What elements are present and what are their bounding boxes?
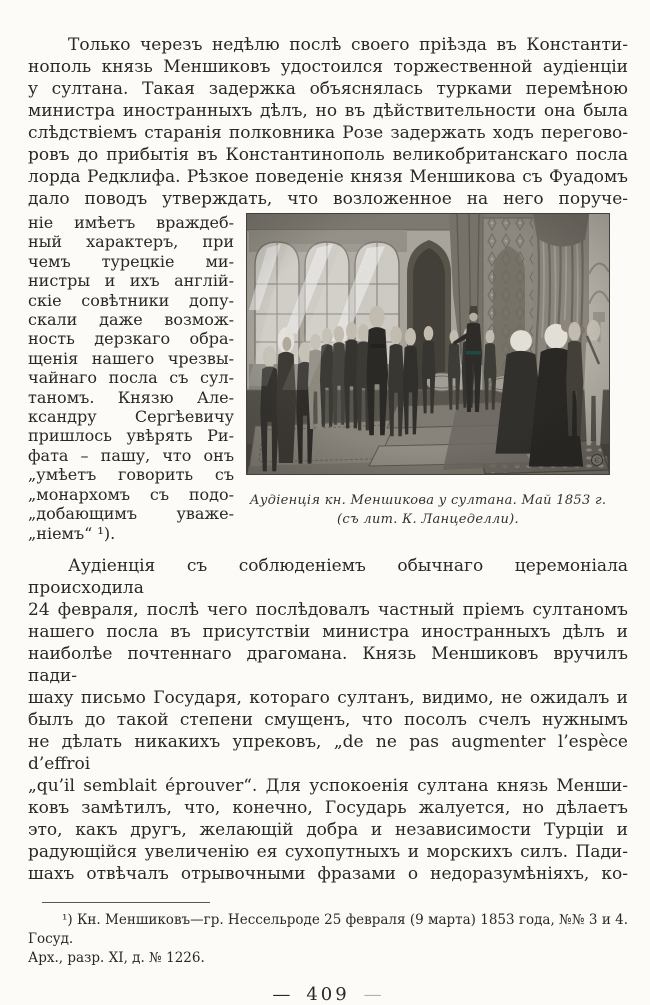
text-line: ковъ замѣтилъ, что, конечно, Государь жалуется, но дѣлаетъ: [28, 797, 628, 818]
text-line: ность дерзкаго обра-: [28, 329, 234, 349]
figure-caption-line2: (съ лит. К. Ланцеделли).: [337, 512, 519, 527]
text-line: слѣдствіемъ старанія полковника Розе задержать ходъ перегово-: [28, 123, 628, 143]
text-line: чайнаго посла съ сул-: [28, 368, 234, 388]
text-line: ксандру Сергѣевичу: [28, 407, 234, 427]
text-line: фата – пашу, что онъ: [28, 445, 234, 465]
footnote-rule: [42, 902, 210, 903]
illustration-frame: [246, 213, 610, 475]
text-line: ный характеръ, при: [28, 232, 234, 252]
text-line: радующійся увеличенію ея сухопутныхъ и морскихъ силъ. Пади-: [28, 841, 628, 862]
text-line: ніе имѣетъ враждеб-: [28, 213, 234, 232]
paragraph-1-side-column: [28, 213, 234, 543]
text-line: нистры и ихъ англій-: [28, 271, 234, 291]
text-line: у султана. Такая задержка объяснялась турками перемѣною: [28, 79, 628, 99]
text-line: министра иностранныхъ дѣлъ, но въ дѣйствительности она была: [28, 101, 628, 121]
text-line: „умѣетъ говорить съ: [28, 465, 234, 485]
text-line: лорда Редклифа. Рѣзкое поведеніе князя Меншикова съ Фуадомъ: [28, 167, 628, 187]
text-line: Арх., разр. XI, д. № 1226.: [28, 949, 205, 966]
text-line: 24 февраля, послѣ чего послѣдовалъ частный пріемъ султаномъ: [28, 599, 628, 620]
text-line: дало поводъ утверждать, что возложенное на него поруче-: [28, 189, 628, 209]
text-line: Аудіенція съ соблюденіемъ обычнаго церемоніала происходила: [28, 555, 628, 598]
text-line: былъ до такой степени смущенъ, что посолъ счелъ нужнымъ: [28, 709, 628, 730]
text-line: „добающимъ уваже-: [28, 504, 234, 524]
text-line: скали даже возмож-: [28, 310, 234, 330]
text-line: наиболѣе почтеннаго драгомана. Князь Меншиковъ вручилъ пади-: [28, 643, 628, 686]
page-number-dash-left: —: [272, 983, 293, 1005]
figure-caption: [246, 491, 610, 529]
page-number-dash-right: —: [363, 983, 384, 1005]
text-line: пришлось увѣрять Ри-: [28, 426, 234, 446]
text-line: ровъ до прибытія въ Константинополь великобританскаго посла: [28, 145, 628, 165]
figure-block: [246, 213, 610, 529]
text-line: таномъ. Князю Але-: [28, 387, 234, 407]
text-line: „qu’il semblait éprouver“. Для успокоенія султана князь Менши-: [28, 775, 628, 796]
footnote: [28, 911, 628, 968]
text-line: нополь князь Меншиковъ удостоился торжественной аудіенціи: [28, 57, 628, 77]
text-line: щенія нашего чрезвы-: [28, 348, 234, 368]
paragraph-2: [28, 555, 628, 885]
text-line: чемъ турецкіе ми-: [28, 251, 234, 271]
text-line: „монархомъ съ подо-: [28, 484, 234, 504]
text-line: ¹) Кн. Меншиковъ—гр. Нессельроде 25 февраля (9 марта) 1853 года, №№ 3 и 4. Госуд.: [28, 911, 628, 947]
text-line: шахъ отвѣчалъ отрывочными фразами о недоразумѣніяхъ, ко-: [28, 863, 628, 884]
text-line: шаху письмо Государя, котораго султанъ, видимо, не ожидалъ и: [28, 687, 628, 708]
text-line: это, какъ другъ, желающій добра и независимости Турціи и: [28, 819, 628, 840]
figure-caption-line1: Аудіенція кн. Меншикова у султана. Май 1853 г.: [249, 493, 607, 508]
paragraph-1: [28, 34, 628, 210]
text-line: „ніемъ“ ¹).: [28, 523, 116, 543]
page-number-value: 409: [306, 983, 350, 1005]
illustration-image: [247, 214, 609, 474]
text-line: нашего посла въ присутствіи министра иностранныхъ дѣлъ и: [28, 621, 628, 642]
text-line: скіе совѣтники допу-: [28, 290, 234, 310]
page-number: [28, 984, 628, 1005]
text-line: не дѣлать никакихъ упрековъ, „de ne pas augmenter l’espèce d’effroi: [28, 731, 628, 774]
text-and-figure-row: [28, 213, 628, 543]
text-line: Только черезъ недѣлю послѣ своего пріѣзда въ Константи-: [68, 35, 628, 55]
